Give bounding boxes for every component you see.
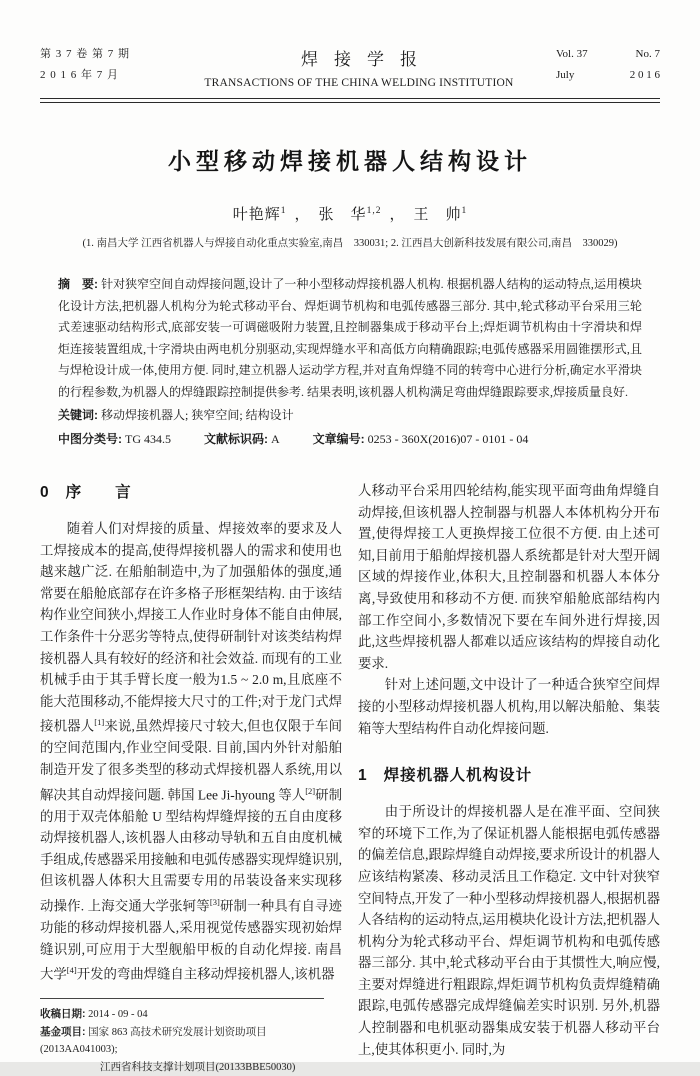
affiliation: (1. 南昌大学 江西省机器人与焊接自动化重点实验室,南昌 330031; 2. 江西昌大创新科技发展有限公司,南昌 330029): [40, 235, 660, 250]
author-2: 张 华$^{1,2}$: [319, 207, 382, 223]
keywords-text: 移动焊接机器人; 狭窄空间; 结构设计: [101, 408, 294, 422]
issue-block: [40, 44, 162, 86]
fund-project-text-2: 江西省科技支撑计划项目(20133BBE50030): [100, 1059, 342, 1076]
author-2-sup: 1,2: [367, 206, 382, 216]
author-3-sup: 1: [461, 206, 467, 216]
author-1: 叶艳辉$^1$: [233, 207, 287, 223]
issue-date-cn: 2 0 1 6 年 7 月: [40, 65, 162, 86]
keywords-line: [58, 405, 642, 427]
abstract-text: 针对狭窄空间自动焊接问题,设计了一种小型移动焊接机器人机构. 根据机器人结构的运动特点,运用模块化设计方法,把机器人机构分为轮式移动平台、焊炬调节机构和电弧传感器三部分. 其中,轮式移动平台采用三轮式差速驱动结构形式,底部安装一可调磁吸附力装置,且控制器集成于移动平台上;焊炬调节机构由十字滑块和焊炬连接装置组成,十字滑块由两电机分别驱动,实现焊缝水平和高低方向精确跟踪;电弧传感器采用圆锥摆形式,且与焊枪设计成一体,使用方便. 同时,建立机器人运动学方程,并对直角焊缝不同的转弯中心进行分析,确定水平滑块的行程参数,为机器人的焊缝跟踪控制提供参考. 结果表明,该机器人机构满足弯曲焊缝跟踪要求,焊接质量良好.: [58, 277, 642, 399]
month-en: July: [556, 65, 574, 86]
number-en: No. 7: [636, 44, 660, 65]
author-line: [40, 203, 660, 224]
section-1-heading: [358, 763, 660, 785]
header-double-rule: [40, 98, 660, 103]
volume-en: Vol. 37: [556, 44, 588, 65]
author-3: 王 帅$^1$: [413, 207, 467, 223]
clc-label: 中图分类号:: [58, 432, 122, 446]
body-columns: [40, 480, 660, 1076]
classification-line: [58, 429, 642, 451]
clc-item: [58, 432, 171, 446]
journal-title-cn: 焊接学报: [162, 45, 556, 70]
section-0-number: 0: [40, 484, 50, 501]
received-date-value: 2014 - 09 - 04: [88, 1009, 148, 1020]
journal-title-en: TRANSACTIONS OF THE CHINA WELDING INSTITUTION: [162, 77, 556, 89]
author-separator: ，: [381, 207, 413, 223]
fund-project-text-1: 国家 863 高技术研究发展计划资助项目(2013AA041003);: [40, 1027, 267, 1056]
author-1-sup: 1: [281, 206, 287, 216]
section-1-title: 焊接机器人机构设计: [384, 767, 533, 784]
body-paragraph: 针对上述问题,文中设计了一种适合狭窄空间焊接的小型移动焊接机器人机构,用以解决船舱、集装箱等大型结构件自动化焊接问题.: [358, 674, 660, 739]
left-column: [40, 480, 342, 1076]
doc-code-label: 文献标识码:: [204, 432, 268, 446]
section-0-heading: [40, 480, 342, 502]
abstract: [58, 274, 642, 403]
section-1-number: 1: [358, 767, 368, 784]
volume-block: [556, 44, 660, 86]
footnote-block: [40, 998, 342, 1076]
abstract-label: 摘 要:: [58, 277, 98, 291]
article-id-value: 0253 - 360X(2016)07 - 0101 - 04: [368, 432, 529, 446]
journal-title-block: [162, 44, 556, 89]
fund-project-line: [40, 1024, 342, 1059]
journal-header: [40, 44, 660, 89]
article-id-label: 文章编号:: [313, 432, 365, 446]
clc-value: TG 434.5: [125, 432, 171, 446]
doc-code-item: [204, 432, 280, 446]
doc-code-value: A: [271, 432, 280, 446]
keywords-label: 关键词:: [58, 408, 98, 422]
article-id-item: [313, 432, 529, 446]
article-title: 小型移动焊接机器人结构设计: [40, 143, 660, 176]
issue-volume-cn: 第 3 7 卷 第 7 期: [40, 44, 162, 65]
received-date-line: [40, 1006, 342, 1024]
year-en: 2 0 1 6: [630, 65, 660, 86]
received-date-label: 收稿日期:: [40, 1008, 86, 1020]
fund-project-label: 基金项目:: [40, 1026, 86, 1038]
footnote-rule: [40, 998, 324, 999]
body-paragraph: 人移动平台采用四轮结构,能实现平面弯曲角焊缝自动焊接,但该机器人控制器与机器人本体机构分开布置,使得焊接工人更换焊接工位很不方便. 由上述可知,目前用于船舶焊接机器人系统都是针对大型开阔区域的焊接作业,体积大,且控制器和机器人本体分离,导致使用和移动不方便. 而狭窄船舱底部结构内部工作空间小,多数情况下要在车间外进行焊接,因此,这些焊接机器人都难以适应该结构的焊接自动化要求.: [358, 480, 660, 674]
author-separator: ，: [287, 207, 319, 223]
section-0-title: 序 言: [66, 484, 132, 501]
body-paragraph: 随着人们对焊接的质量、焊接效率的要求及人工焊接成本的提高,使得焊接机器人的需求和使用也越来越广泛. 在船舶制造中,为了加强船体的强度,通常要在船舱底部存在许多格子形框架结构. 由于该结构作业空间狭小,焊接工人作业时身体不能自由伸展,工作条件十分恶劣等特点,使得研制针对该类结构焊接机器人具有较好的经济和社会效益. 而现有的工业机械手由于其手臂长度一般为1.5 ~ 2.0 m,且底座不能大范围移动,不能焊接大尺寸的工件;对于龙门式焊接机器人[1]来说,虽然焊接尺寸较大,但也仅限于车间的空间范围内,作业空间受限. 目前,国内外针对船舶制造开发了很多类型的移动式焊接机器人系统,用以解决其自动焊接问题. 韩国 Lee Ji-hyoung 等人[2]研制的用于双壳体船舱 U 型结构焊缝焊接的五自由度移动焊接机器人,该机器人由移动导轨和五自由度机械手组成,传感器采用接触和电弧传感器实现焊缝识别,但该机器人体积大且需要专用的吊装设备来实现移动操作. 上海交通大学张轲等[3]研制一种具有自寻迹功能的移动焊接机器人,采用视觉传感器实现初始焊缝识别,可应用于大型舰船甲板的自动化焊接. 南昌大学[4]开发的弯曲焊缝自主移动焊接机器人,该机器: [40, 518, 342, 985]
body-paragraph: 由于所设计的焊接机器人是在准平面、空间狭窄的环境下工作,为了保证机器人能根据电弧传感器的偏差信息,跟踪焊缝自动焊接,要求所设计的机器人应该结构紧凑、移动灵活且工作稳定. 文中针对狭窄空间特点,开发了一种小型移动焊接机器人,根据机器人各结构的运动特点,运用模块化设计方法,把机器人机构分为轮式移动平台、焊炬调节机构和电弧传感器三部分. 其中,轮式移动平台由于其惯性大,响应慢,主要对焊缝进行粗跟踪,焊炬调节机构负责焊缝精确跟踪,电弧传感器完成焊缝偏差实时识别. 另外,机器人控制器和电机驱动器集成安装于机器人移动平台上,使其体积更小. 同时,为: [358, 801, 660, 1060]
right-column: [358, 480, 660, 1076]
